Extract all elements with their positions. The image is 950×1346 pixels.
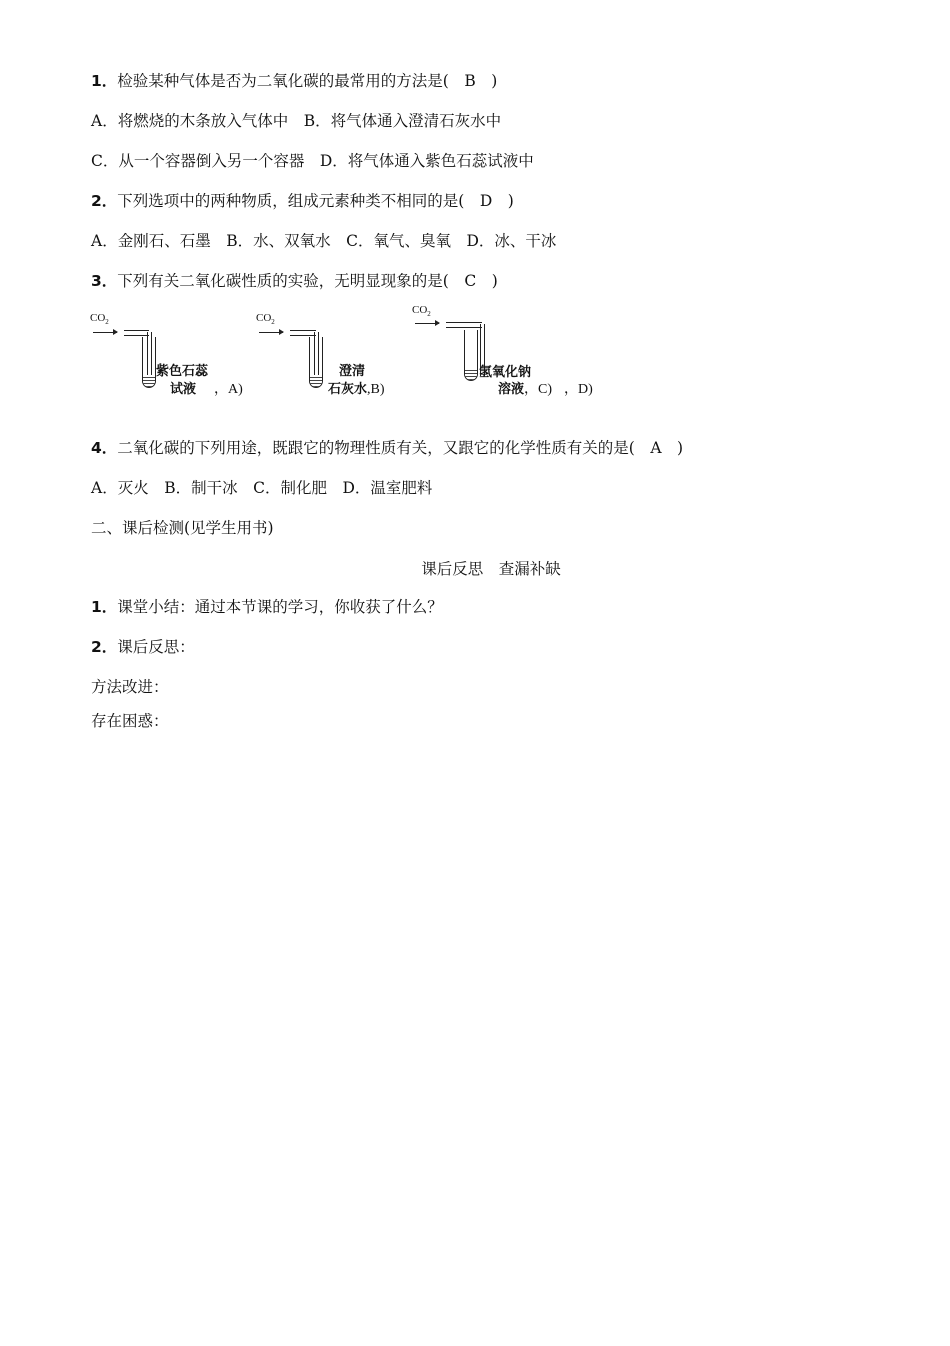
label-c-line1: 氢氧化钠 [479,365,532,380]
section-2-heading: 二、课后检测(见学生用书) [91,519,274,537]
gas-arrow-c [415,323,439,324]
experiment-a-figure [90,308,250,403]
label-c-line2: 溶液，C) ，D) [498,382,593,397]
r1-text: 课堂小结：通过本节课的学习，你收获了什么？ [117,598,443,616]
co2-label-a: $CO_2$ [90,312,109,327]
existing-confusion: 存在困惑： [91,712,169,730]
q3-number: 3． [91,272,118,290]
gas-arrow-a [93,332,117,333]
reflection-item-2 [91,637,195,657]
label-b-line2: 石灰水,B) [328,382,385,397]
label-a-line2: 试液 ，A) [170,382,243,397]
option-d-label: ，D) [564,382,593,397]
q1-line [91,71,497,91]
test-tube-b [309,337,323,388]
q2-line [91,191,514,211]
gas-arrow-b [259,332,283,333]
q1-number: 1． [91,72,118,90]
co2-label-c: $CO_2$ [412,304,431,319]
experiment-c-figure [412,302,612,403]
option-b-label: ,B) [367,382,385,397]
test-tube-a [142,337,156,388]
label-b-line1: 澄清 [339,364,366,379]
delivery-tube-c [446,322,482,328]
q4-number: 4． [91,439,118,457]
co2-label-b: $CO_2$ [256,312,275,327]
q4-options: A．灭火 B．制干冰 C．制化肥 D．温室肥料 [91,479,433,497]
q1-options-ab: A．将燃烧的木条放入气体中 B．将气体通入澄清石灰水中 [91,112,502,130]
delivery-tube-b [290,330,316,336]
q2-options: A．金刚石、石墨 B．水、双氧水 C．氧气、臭氧 D．冰、干冰 [91,232,557,250]
experiment-b-figure [256,308,416,403]
q3-line [91,271,498,291]
q1-text: 检验某种气体是否为二氧化碳的最常用的方法是( B ) [117,72,498,90]
q3-text: 下列有关二氧化碳性质的实验，无明显现象的是( C ) [117,272,498,290]
q4-line [91,438,683,458]
label-a-line1: 紫色石蕊 [156,364,209,379]
option-a-label: ，A) [214,382,243,397]
q1-options-cd: C．从一个容器倒入另一个容器 D．将气体通入紫色石蕊试液中 [91,152,534,170]
delivery-tube-a [124,330,149,336]
r2-text: 课后反思： [117,638,195,656]
method-improvement: 方法改进： [91,678,169,696]
reflection-title: 课后反思 查漏补缺 [421,560,561,578]
r2-number: 2． [91,638,118,656]
reflection-item-1 [91,597,443,617]
q4-text: 二氧化碳的下列用途，既跟它的物理性质有关，又跟它的化学性质有关的是( A ) [117,439,684,457]
option-c-label: ，C) [524,382,553,397]
q2-text: 下列选项中的两种物质，组成元素种类不相同的是( D ) [117,192,514,210]
q2-number: 2． [91,192,118,210]
r1-number: 1． [91,598,118,616]
test-tube-c [464,330,478,381]
